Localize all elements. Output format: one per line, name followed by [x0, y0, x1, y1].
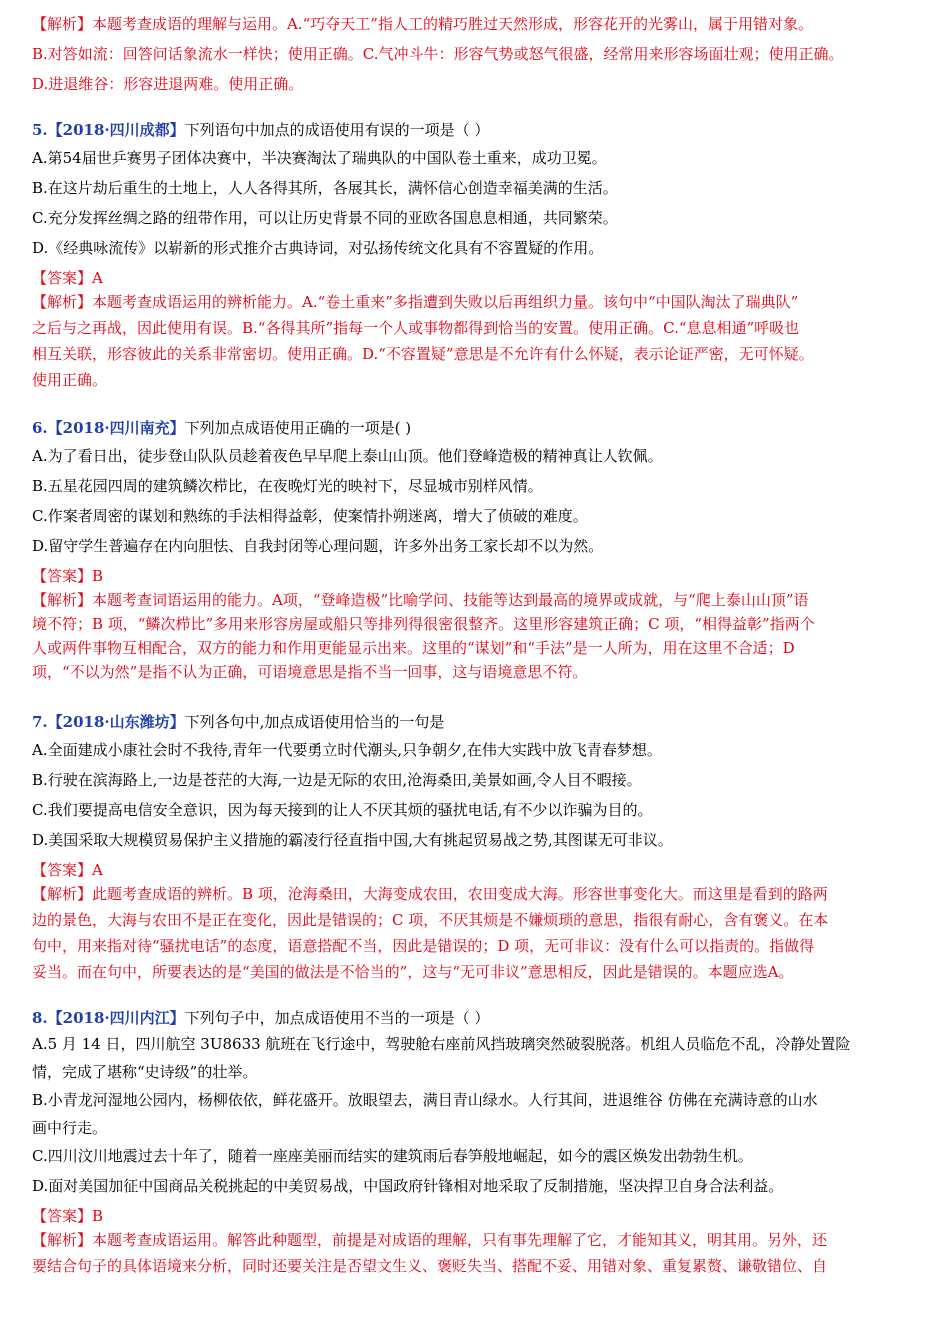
line-text: 【解析】此题考查成语的辨析。B 项，沧海桑田，大海变成农田，农田变成大海。形容世事变化大。而这里是看到的路两 — [32, 885, 828, 903]
answer-text-line — [32, 1256, 827, 1276]
line-text: 句中，用来指对待“骚扰电话”的态度，语意搭配不当，因此是错误的；D 项，无可非议：没有什么可以指责的。指做得 — [32, 937, 815, 955]
line-text: 【答案】B — [32, 1207, 104, 1225]
line-text: 画中行走。 — [32, 1119, 108, 1137]
line-text: D.《经典咏流传》以崭新的形式推介古典诗词，对弘扬传统文化具有不容置疑的作用。 — [32, 239, 604, 257]
line-text: A.第54届世乒赛男子团体决赛中，半决赛淘汰了瑞典队的中国队卷土重来，成功卫冕。 — [32, 149, 607, 167]
answer-text-line — [32, 614, 815, 634]
line-text: 【解析】本题考查词语运用的能力。A项，“登峰造极”比喻学问、技能等达到最高的境界或成就，与“爬上泰山山顶”语 — [32, 591, 809, 609]
text-line — [32, 1062, 257, 1082]
text-line — [32, 476, 543, 496]
line-text: 项，“不以为然”是指不认为正确，可语境意思是指不当一回事，这与语境意思不符。 — [32, 663, 588, 681]
text-line — [32, 1146, 753, 1166]
text-line — [32, 1176, 783, 1196]
line-text: A.5 月 14 日，四川航空 3U8633 航班在飞行途中，驾驶舱右座前风挡玻璃突然破裂脱落。机组人员临危不乱，冷静处置险 — [32, 1035, 851, 1053]
answer-text-line — [32, 74, 303, 94]
answer-text-line — [32, 1230, 827, 1250]
line-text: B.在这片劫后重生的土地上，人人各得其所，各展其长，满怀信心创造幸福美满的生活。 — [32, 179, 618, 197]
line-text: 下列语句中加点的成语使用有误的一项是（ ） — [184, 121, 490, 139]
line-text: A.为了看日出，徒步登山队队员趁着夜色早早爬上泰山山顶。他们登峰造极的精神真让人钦佩。 — [32, 447, 663, 465]
line-text: D.面对美国加征中国商品关税挑起的中美贸易战，中国政府针锋相对地采取了反制措施，坚决捍卫自身合法利益。 — [32, 1177, 784, 1195]
text-line — [32, 238, 603, 258]
text-line — [32, 208, 618, 228]
line-text: A.全面建成小康社会时不我待,青年一代要勇立时代潮头,只争朝夕,在伟大实践中放飞青春梦想。 — [32, 741, 662, 759]
text-line — [32, 770, 642, 790]
line-text: D.美国采取大规模贸易保护主义措施的霸凌行径直指中国,大有挑起贸易战之势,其图谋无可非议。 — [32, 831, 673, 849]
line-text: C.我们要提高电信安全意识，因为每天接到的让人不厌其烦的骚扰电话,有不少以诈骗为目的。 — [32, 801, 653, 819]
line-text: 要结合句子的具体语境来分析，同时还要关注是否望文生义、褒贬失当、搭配不妥、用错对象、重复累赘、谦敬错位、自 — [32, 1257, 828, 1275]
answer-text-line — [32, 936, 814, 956]
line-text: 下列加点成语使用正确的一项是( ) — [184, 419, 412, 437]
line-text: 【解析】本题考查成语运用的辨析能力。A.“卷土重来”多指遭到失败以后再组织力量。该句中“中国队淘汰了瑞典队” — [32, 293, 799, 311]
line-text: 之后与之再战，因此使用有误。B.“各得其所”指每一个人或事物都得到恰当的安置。使用正确。C.“息息相通”呼吸也 — [32, 319, 800, 337]
line-text: 妥当。而在句中，所要表达的是“美国的做法是不恰当的”，这与“无可非议”意思相反，因此是错误的。本题应选A。 — [32, 963, 794, 981]
question-heading — [32, 712, 444, 732]
line-text: 边的景色，大海与农田不是正在变化，因此是错误的；C 项，不厌其烦是不嫌烦琐的意思，指很有耐心，含有褒义。在本 — [32, 911, 829, 929]
answer-text-line — [32, 318, 799, 338]
line-text: 情，完成了堪称“史诗级”的壮举。 — [32, 1063, 258, 1081]
question-number: 6. — [32, 419, 48, 437]
text-line — [32, 446, 663, 466]
line-text: 相互关联，形容彼此的关系非常密切。使用正确。D.“不容置疑”意思是不允许有什么怀疑，表示论证严密，无可怀疑。 — [32, 345, 814, 363]
line-text: C.作案者周密的谋划和熟练的手法相得益彰，使案情扑朔迷离，增大了侦破的难度。 — [32, 507, 588, 525]
answer-text-line — [32, 292, 798, 312]
answer-text-line — [32, 590, 809, 610]
answer-text-line — [32, 1206, 103, 1226]
line-text: 【解析】本题考查成语的理解与运用。A.“巧夺天工”指人工的精巧胜过天然形成，形容花开的光雾山，属于用错对象。 — [32, 15, 813, 33]
text-line — [32, 1118, 107, 1138]
question-source-tag: 【2018·山东潍坊】 — [47, 713, 185, 731]
answer-text-line — [32, 566, 103, 586]
text-line — [32, 506, 588, 526]
line-text: B.小青龙河湿地公园内，杨柳依依，鲜花盛开。放眼望去，满目青山绿水。人行其间，进退维谷 仿佛在充满诗意的山水 — [32, 1091, 818, 1109]
text-line — [32, 800, 652, 820]
text-line — [32, 148, 607, 168]
question-heading — [32, 1008, 489, 1028]
question-number: 7. — [32, 713, 48, 731]
question-source-tag: 【2018·四川南充】 — [47, 419, 185, 437]
line-text: C.充分发挥丝绸之路的纽带作用，可以让历史背景不同的亚欧各国息息相通，共同繁荣。 — [32, 209, 618, 227]
text-line — [32, 1034, 850, 1054]
answer-text-line — [32, 370, 107, 390]
answer-text-line — [32, 662, 587, 682]
line-text: D.进退维谷：形容进退两难。使用正确。 — [32, 75, 304, 93]
line-text: 人或两件事物互相配合，双方的能力和作用更能显示出来。这里的“谋划”和“手法”是一人所为，用在这里不合适；D — [32, 639, 795, 657]
answer-text-line — [32, 860, 103, 880]
question-heading — [32, 418, 411, 438]
line-text: 【解析】本题考查成语运用。解答此种题型，前提是对成语的理解，只有事先理解了它，才能知其义，明其用。另外，还 — [32, 1231, 828, 1249]
question-number: 5. — [32, 121, 48, 139]
answer-text-line — [32, 268, 103, 288]
answer-text-line — [32, 638, 795, 658]
line-text: D.留守学生普遍存在内向胆怯、自我封闭等心理问题，许多外出务工家长却不以为然。 — [32, 537, 604, 555]
line-text: 使用正确。 — [32, 371, 108, 389]
line-text: 【答案】A — [32, 269, 103, 287]
line-text: 【答案】A — [32, 861, 103, 879]
question-heading — [32, 120, 489, 140]
question-number: 8. — [32, 1009, 48, 1027]
line-text: 境不符；B 项，“鳞次栉比”多用来形容房屋或船只等排列得很密很整齐。这里形容建筑正确；C 项，“相得益彰”指两个 — [32, 615, 815, 633]
line-text: B.行驶在滨海路上,一边是苍茫的大海,一边是无际的农田,沧海桑田,美景如画,令人目不暇接。 — [32, 771, 642, 789]
question-source-tag: 【2018·四川成都】 — [47, 121, 185, 139]
line-text: C.四川汶川地震过去十年了，随着一座座美丽而结实的建筑雨后春笋般地崛起，如今的震区焕发出勃勃生机。 — [32, 1147, 753, 1165]
question-source-tag: 【2018·四川内江】 — [47, 1009, 185, 1027]
text-line — [32, 536, 603, 556]
line-text: 下列各句中,加点成语使用恰当的一句是 — [184, 713, 445, 731]
answer-text-line — [32, 344, 814, 364]
line-text: B.五星花园四周的建筑鳞次栉比，在夜晚灯光的映衬下，尽显城市别样风情。 — [32, 477, 543, 495]
answer-text-line — [32, 44, 844, 64]
answer-text-line — [32, 884, 828, 904]
text-line — [32, 178, 618, 198]
text-line — [32, 740, 662, 760]
line-text: 下列句子中，加点成语使用不当的一项是（ ） — [184, 1009, 490, 1027]
line-text: B.对答如流：回答问话象流水一样快；使用正确。C.气冲斗牛：形容气势或怒气很盛，经常用来形容场面壮观；使用正确。 — [32, 45, 844, 63]
line-text: 【答案】B — [32, 567, 104, 585]
answer-text-line — [32, 910, 828, 930]
text-line — [32, 1090, 818, 1110]
answer-text-line — [32, 962, 794, 982]
answer-text-line — [32, 14, 813, 34]
text-line — [32, 830, 673, 850]
